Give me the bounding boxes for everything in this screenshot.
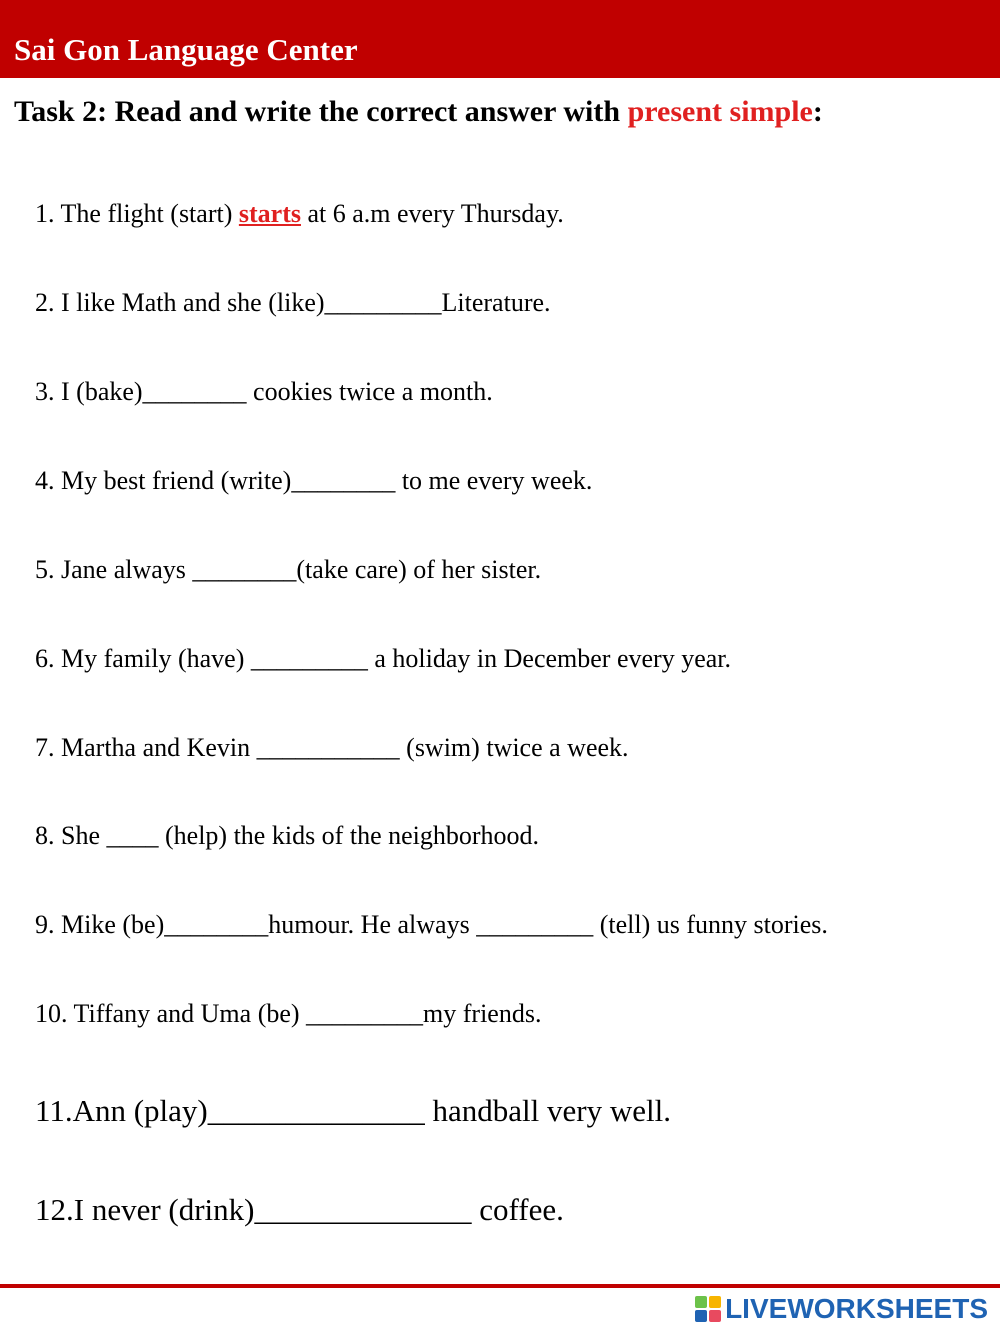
task-title <box>14 92 823 132</box>
item-1-before: 1. The flight (start) <box>35 199 239 228</box>
example-answer: starts <box>238 199 301 228</box>
liveworksheets-logo-icon <box>695 1296 721 1322</box>
exercise-item-1 <box>35 197 564 231</box>
item-1-after: at 6 a.m every Thursday. <box>300 199 564 228</box>
task-title-prefix: Task 2: Read and write the correct answer with <box>14 95 628 128</box>
task-title-suffix: : <box>812 95 823 128</box>
header-bar <box>0 0 1000 78</box>
exercise-item-8: 8. She ____ (help) the kids of the neighborhood. <box>35 821 540 850</box>
exercise-item-4: 4. My best friend (write)________ to me every week. <box>35 466 593 495</box>
footer-divider <box>0 1284 1000 1288</box>
exercise-item-11: 11.Ann (play)______________ handball very well. <box>35 1093 671 1128</box>
exercise-item-5: 5. Jane always ________(take care) of her sister. <box>35 555 542 584</box>
exercise-item-12: 12.I never (drink)______________ coffee. <box>35 1192 564 1227</box>
exercise-item-3: 3. I (bake)________ cookies twice a month. <box>35 377 493 406</box>
exercise-item-9: 9. Mike (be)________humour. He always _________ (tell) us funny stories. <box>35 910 828 939</box>
exercise-item-2: 2. I like Math and she (like)_________Literature. <box>35 288 551 317</box>
liveworksheets-logo <box>695 1294 988 1324</box>
exercise-item-10: 10. Tiffany and Uma (be) _________my friends. <box>35 999 542 1028</box>
task-title-highlight: present simple <box>627 95 813 128</box>
exercise-item-7: 7. Martha and Kevin ___________ (swim) twice a week. <box>35 733 629 762</box>
exercise-item-6: 6. My family (have) _________ a holiday in December every year. <box>35 644 731 673</box>
liveworksheets-brand-text: LIVEWORKSHEETS <box>725 1293 988 1324</box>
center-name: Sai Gon Language Center <box>14 32 358 67</box>
